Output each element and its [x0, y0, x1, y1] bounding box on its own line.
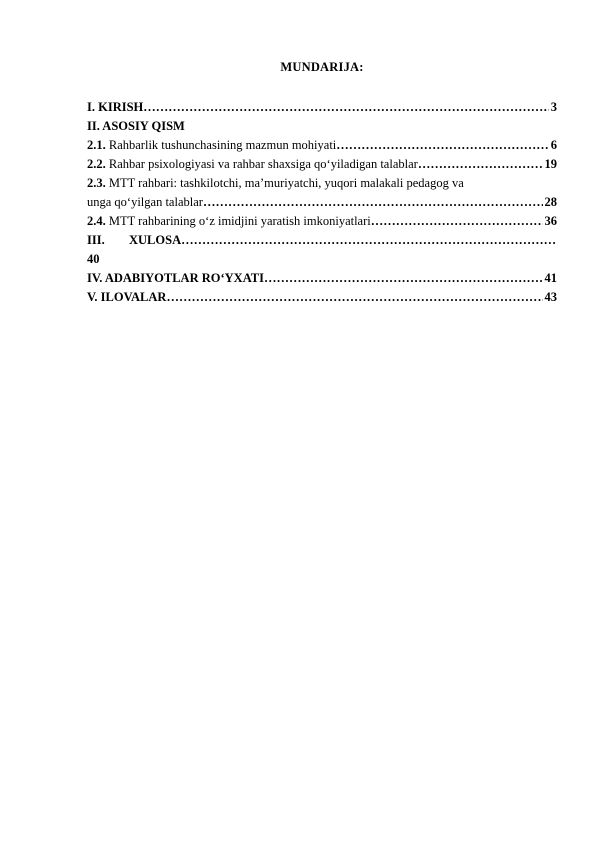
toc-page-number: 3 [550, 100, 557, 114]
toc-label: I. KIRISH [87, 100, 144, 114]
toc-entry-2-2[interactable] [87, 155, 557, 174]
toc-page-number: 36 [544, 214, 557, 228]
toc-entry-2-3[interactable] [87, 174, 557, 193]
toc-entry-2-4[interactable] [87, 212, 557, 231]
dot-leader [166, 288, 542, 307]
toc-page-number: 6 [550, 138, 557, 152]
toc-entry-2-3-continued[interactable] [87, 193, 557, 212]
section-title: Rahbar psixologiyasi va rahbar shaxsiga qo‘yiladigan talablar [108, 157, 418, 171]
toc-entry-ilovalar[interactable] [87, 288, 557, 307]
section-number: III. [87, 233, 105, 247]
toc-entry-xulosa-page [87, 250, 557, 269]
toc-label: IV. ADABIYOTLAR RO‘YXATI [87, 271, 264, 285]
toc-label [87, 155, 418, 174]
section-title: Rahbarlik tushunchasining mazmun mohiyati [108, 138, 337, 152]
toc-page-number: 40 [87, 252, 100, 266]
toc-entry-2-1[interactable] [87, 136, 557, 155]
dot-leader [143, 98, 548, 117]
toc-label [87, 231, 181, 250]
section-title: MTT rahbarining o‘z imidjini yaratish imkoniyatlari [108, 214, 371, 228]
toc-page-number: 43 [544, 290, 557, 304]
table-of-contents [87, 98, 557, 307]
dot-leader [264, 269, 543, 288]
toc-entry-xulosa[interactable] [87, 231, 557, 250]
dot-leader [336, 136, 548, 155]
dot-leader [371, 212, 543, 231]
section-number: 2.2. [87, 157, 106, 171]
dot-leader [418, 155, 543, 174]
toc-label: II. ASOSIY QISM [87, 119, 185, 133]
toc-label: V. ILOVALAR [87, 290, 167, 304]
toc-entry-kirish[interactable] [87, 98, 557, 117]
toc-entry-asosiy-qism[interactable] [87, 117, 557, 136]
section-title: XULOSA [129, 233, 182, 247]
toc-page-number: 19 [544, 157, 557, 171]
section-number: 2.1. [87, 138, 106, 152]
toc-page-number: 28 [544, 195, 557, 209]
toc-label [87, 212, 371, 231]
section-title: MTT rahbari: tashkilotchi, ma’muriyatchi, yuqori malakali pedagog va [108, 176, 464, 190]
page-title: MUNDARIJA: [280, 60, 364, 74]
section-number: 2.3. [87, 176, 106, 190]
toc-entry-adabiyotlar[interactable] [87, 269, 557, 288]
dot-leader [203, 193, 543, 212]
toc-page-number: 41 [544, 271, 557, 285]
section-number: 2.4. [87, 214, 106, 228]
toc-label [87, 136, 336, 155]
dot-leader [181, 231, 557, 250]
section-title-continued: unga qo‘yilgan talablar [87, 195, 203, 209]
